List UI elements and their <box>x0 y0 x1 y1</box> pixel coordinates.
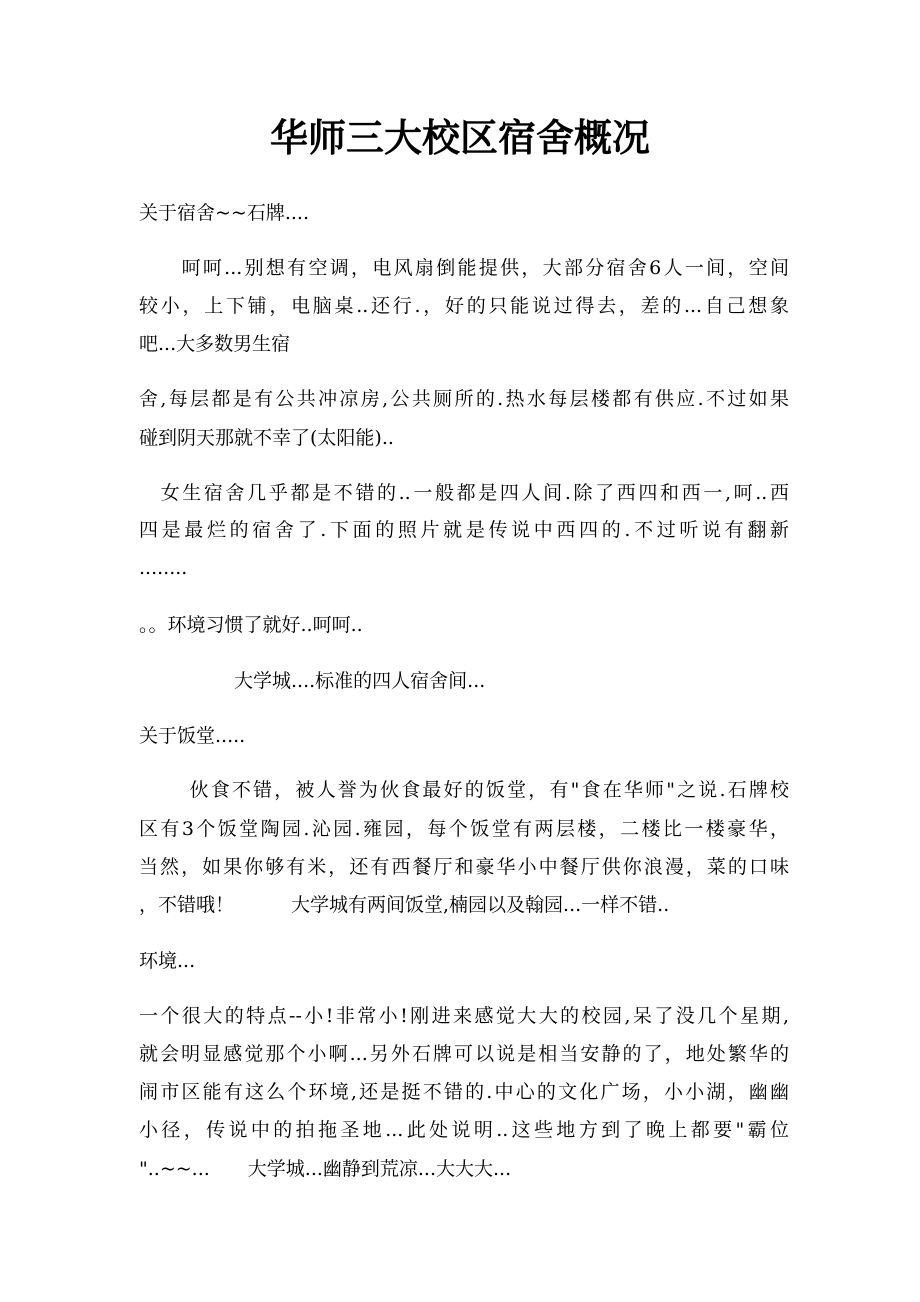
text-line: 舍,每层都是有公共冲凉房,公共厕所的.热水每层楼都有供应.不过如果 <box>139 388 789 410</box>
text-line: 关于饭堂..... <box>139 725 246 747</box>
text-line: "..~~... 大学城...幽静到荒凉...大大大... <box>139 1158 512 1180</box>
text-line: ，不错哦！ 大学城有两间饭堂,楠园以及翰园...一样不错.. <box>139 894 670 916</box>
document-title: 华师三大校区宿舍概况 <box>269 115 650 160</box>
text-line: 女生宿舍几乎都是不错的..一般都是四人间.除了西四和西一,呵..西 <box>139 482 789 504</box>
text-line: 碰到阴天那就不幸了(太阳能).. <box>139 427 394 449</box>
text-line: 吧...大多数男生宿 <box>139 333 291 355</box>
text-line: 。。环境习惯了就好..呵呵.. <box>139 614 363 636</box>
text-line: 小径，传说中的拍拖圣地...此处说明..这些地方到了晚上都要"霸位 <box>139 1119 789 1141</box>
text-line: 环境... <box>139 950 196 972</box>
text-line: 呵呵...别想有空调，电风扇倒能提供，大部分宿舍6人一间，空间 <box>139 257 789 279</box>
text-line: 四是最烂的宿舍了.下面的照片就是传说中西四的.不过听说有翻新 <box>139 519 789 541</box>
text-line: 一个很大的特点--小!非常小!刚进来感觉大大的校园,呆了没几个星期, <box>139 1005 789 1027</box>
text-line: 大学城....标准的四人宿舍间... <box>139 670 486 692</box>
text-line: 关于宿舍~~石牌.... <box>139 202 309 224</box>
text-line: 区有3个饭堂陶园.沁园.雍园，每个饭堂有两层楼，二楼比一楼豪华， <box>139 818 789 840</box>
text-line: 较小，上下铺，电脑桌..还行.，好的只能说过得去，差的...自己想象 <box>139 295 789 317</box>
text-line: 伙食不错，被人誉为伙食最好的饭堂，有"食在华师"之说.石牌校 <box>139 779 789 801</box>
text-line: 闹市区能有这么个环境,还是挺不错的.中心的文化广场，小小湖，幽幽 <box>139 1081 789 1103</box>
text-line: 当然，如果你够有米，还有西餐厅和豪华小中餐厅供你浪漫，菜的口味 <box>139 856 789 878</box>
text-line: 就会明显感觉那个小啊...另外石牌可以说是相当安静的了，地处繁华的 <box>139 1043 789 1065</box>
text-line: ........ <box>139 557 188 579</box>
